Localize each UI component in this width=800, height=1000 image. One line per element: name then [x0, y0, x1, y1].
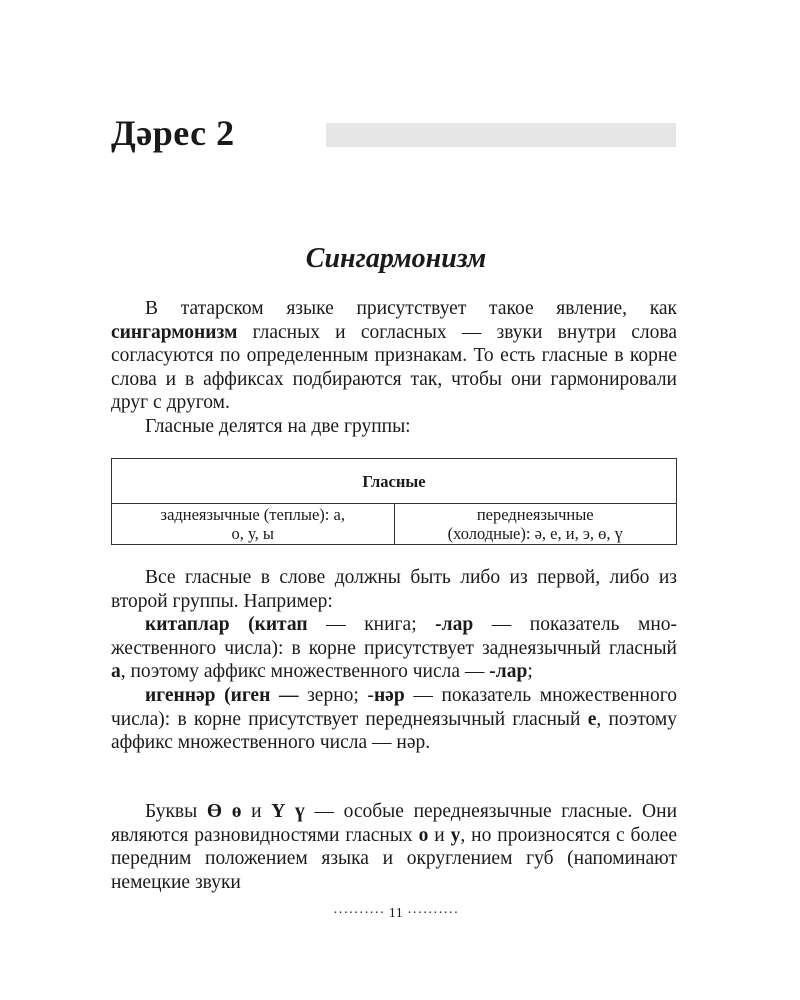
front-vowels-line1: переднеязычные — [476, 505, 594, 524]
example2-gloss: зерно; - — [298, 684, 374, 706]
groups-paragraph: Гласные делятся на две группы: — [145, 415, 411, 437]
intro-paragraph — [111, 297, 677, 415]
term-singarmonizm: сингармонизм — [111, 321, 238, 343]
back-vowels-line2: о, у, ы — [231, 524, 274, 543]
example1-suffix: -лар — [435, 614, 474, 636]
special-letters-block — [111, 800, 677, 894]
examples-intro-paragraph: Все гласные в слове должны быть либо из первой, либо из второй группы. Например: — [111, 567, 677, 612]
example1-vowel: а — [111, 661, 121, 683]
examples-block — [111, 566, 677, 755]
letter-o-umlaut: Ө ө — [206, 801, 242, 822]
example2-word: игеннәр (иген — — [145, 684, 299, 706]
back-vowels-line1: заднеязычные (теплые): а, — [160, 505, 345, 524]
example2-text-b: , поэтому аффикс множественного числа — нәр. — [111, 708, 678, 754]
front-vowels-line2: (холодные): ә, е, и, э, ө, ү — [447, 524, 623, 543]
intro-text-a: В татарском языке присутствует такое явление, как — [145, 298, 677, 319]
example1-text-b: , поэтому аффикс множественного числа — — [120, 661, 490, 683]
vowel-groups-table — [111, 458, 677, 545]
example2-text-a: — показатель множественного числа): в корне присутствует переднеязычный гласный — [111, 684, 677, 730]
letter-u-straight: Ү ү — [271, 801, 305, 822]
example-kitaplar — [111, 613, 677, 684]
special-text-b: и — [241, 801, 272, 822]
lesson-title: Дәрес 2 — [111, 113, 235, 153]
section-title: Сингармонизм — [305, 243, 487, 274]
back-vowels-cell — [112, 504, 395, 545]
intro-block — [111, 297, 677, 439]
special-text-a: Буквы — [145, 801, 207, 822]
title-decor-bar — [326, 123, 676, 147]
example1-gloss: — книга; — [307, 614, 436, 636]
vowel-u: у — [450, 824, 461, 846]
example1-suffix-final: -лар — [489, 661, 528, 683]
example1-word: китаплар (китап — [145, 614, 308, 636]
special-text-e: , но произносятся с более передним положением языка и округлением губ (напоминают немецкие звуки — [111, 824, 677, 893]
special-text-c: — особые переднеязычные гласные. Они являются разновидностями гласных — [111, 801, 678, 846]
example1-end: ; — [527, 661, 533, 683]
table-header: Гласные — [112, 459, 677, 504]
example-igenner — [111, 684, 677, 755]
page-number: ·········· 11 ·········· — [333, 906, 459, 921]
vowel-o: о — [418, 824, 429, 846]
special-text-d: и — [428, 824, 451, 846]
example1-text-a: — показатель множественного числа): в корне присутствует заднеязычный гласный — [111, 614, 678, 659]
example2-suffix: нәр — [373, 684, 405, 706]
special-letters-paragraph — [111, 800, 677, 894]
front-vowels-cell — [394, 504, 677, 545]
intro-text-b: гласных и согласных — звуки внутри слова согласуются по определенным признакам. То есть гласные в корне слова и в аффиксах подбираются так, чтобы они гармонировали друг с другом. — [111, 321, 677, 414]
example2-vowel: е — [587, 708, 597, 730]
